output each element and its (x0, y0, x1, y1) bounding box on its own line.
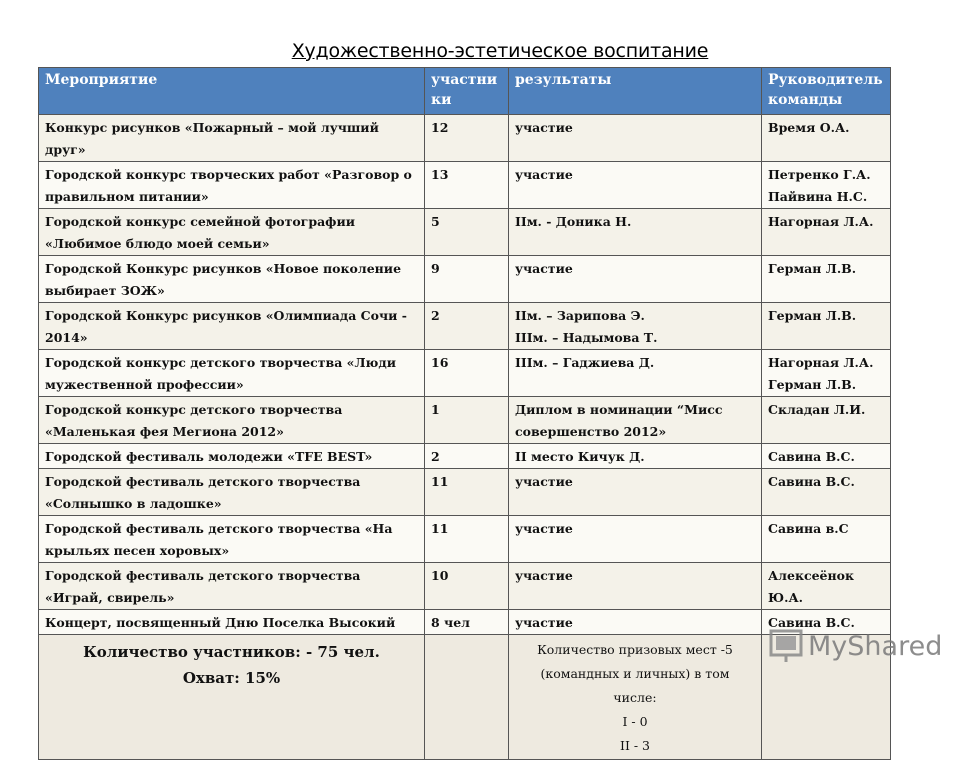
event-cell: Городской фестиваль детского творчества «Солнышко в ладошке» (39, 469, 425, 516)
event-cell: Городской конкурс детского творчества «Люди мужественной профессии» (39, 350, 425, 397)
result-line: II место Кичук Д. (515, 449, 645, 464)
participants-cell: 11 (425, 516, 509, 563)
leader-cell (762, 350, 891, 397)
leader-cell (762, 469, 891, 516)
leader-cell (762, 516, 891, 563)
event-cell: Городской конкурс семейной фотографии «Любимое блюдо моей семьи» (39, 209, 425, 256)
leader-line: Савина В.С. (768, 474, 855, 489)
event-cell: Концерт, посвященный Дню Поселка Высокий (39, 610, 425, 635)
leader-cell (762, 563, 891, 610)
summary-totals-cell (39, 635, 425, 760)
leader-cell (762, 256, 891, 303)
results-cell (509, 563, 762, 610)
summary-participants-total: Количество участников: - 75 чел. (83, 643, 380, 661)
participants-cell: 11 (425, 469, 509, 516)
leader-cell (762, 303, 891, 350)
leader-line: Савина В.С. (768, 615, 855, 630)
table-row (39, 469, 891, 516)
results-cell (509, 610, 762, 635)
event-cell: Городской конкурс детского творчества «Маленькая фея Мегиона 2012» (39, 397, 425, 444)
participants-cell: 1 (425, 397, 509, 444)
prize-line: числе: (613, 690, 657, 705)
leader-line: Савина В.С. (768, 449, 855, 464)
leader-line: Петренко Г.А. (768, 167, 871, 182)
participants-cell: 13 (425, 162, 509, 209)
table-header-row (39, 68, 891, 115)
results-cell (509, 256, 762, 303)
table-row (39, 563, 891, 610)
result-line: IIм. - Доника Н. (515, 214, 632, 229)
result-line: участие (515, 120, 573, 135)
leader-line: Герман Л.В. (768, 308, 857, 323)
table-row (39, 303, 891, 350)
participants-cell: 16 (425, 350, 509, 397)
prize-line: Количество призовых мест -5 (537, 642, 733, 657)
participants-cell: 10 (425, 563, 509, 610)
watermark (768, 628, 942, 664)
table-row (39, 209, 891, 256)
event-cell: Городской фестиваль детского творчества «На крыльях песен хоровых» (39, 516, 425, 563)
table-row (39, 397, 891, 444)
leader-line: Герман Л.В. (768, 377, 857, 392)
result-line: IIм. – Зарипова Э. (515, 308, 645, 323)
leader-line: Нагорная Л.А. (768, 214, 874, 229)
leader-line: Нагорная Л.А. (768, 355, 874, 370)
event-cell: Городской Конкурс рисунков «Новое поколение выбирает ЗОЖ» (39, 256, 425, 303)
leader-line: Герман Л.В. (768, 261, 857, 276)
results-cell (509, 350, 762, 397)
result-line: участие (515, 521, 573, 536)
event-cell: Городской конкурс творческих работ «Разговор о правильном питании» (39, 162, 425, 209)
result-line: участие (515, 568, 573, 583)
event-cell: Городской Конкурс рисунков «Олимпиада Сочи - 2014» (39, 303, 425, 350)
event-cell: Конкурс рисунков «Пожарный – мой лучший друг» (39, 115, 425, 162)
event-cell: Городской фестиваль детского творчества «Играй, свирель» (39, 563, 425, 610)
leader-line: Алексеёнок Ю.А. (768, 568, 855, 605)
presentation-icon (768, 628, 804, 664)
results-cell (509, 397, 762, 444)
leader-cell (762, 115, 891, 162)
prize-line: I - 0 (622, 714, 648, 729)
table-row (39, 610, 891, 635)
prize-line: II - 3 (620, 738, 650, 753)
results-cell (509, 516, 762, 563)
table-row (39, 115, 891, 162)
header-leader: Руководитель команды (762, 68, 891, 115)
result-line: участие (515, 167, 573, 182)
leader-line: Складан Л.И. (768, 402, 866, 417)
table-row (39, 162, 891, 209)
leader-cell (762, 209, 891, 256)
page-title: Художественно-эстетическое воспитание (291, 40, 709, 62)
table-row (39, 516, 891, 563)
header-event: Мероприятие (39, 68, 425, 115)
summary-coverage: Охват: 15% (182, 669, 281, 687)
participants-cell: 9 (425, 256, 509, 303)
results-cell (509, 469, 762, 516)
participants-cell: 5 (425, 209, 509, 256)
results-cell (509, 209, 762, 256)
event-cell: Городской фестиваль молодежи «TFE BEST» (39, 444, 425, 469)
results-cell (509, 303, 762, 350)
header-results: результаты (509, 68, 762, 115)
table-row (39, 350, 891, 397)
summary-empty-cell (425, 635, 509, 760)
results-cell (509, 162, 762, 209)
leader-line: Савина в.С (768, 521, 849, 536)
summary-row (39, 635, 891, 760)
watermark-text: MyShared (808, 630, 943, 662)
result-line: IIIм. – Надымова Т. (515, 330, 658, 345)
leader-line: Время О.А. (768, 120, 850, 135)
participants-cell: 2 (425, 303, 509, 350)
table-row (39, 256, 891, 303)
participants-cell: 12 (425, 115, 509, 162)
summary-prizes-cell (509, 635, 762, 760)
results-cell (509, 115, 762, 162)
result-line: участие (515, 261, 573, 276)
table-body (39, 115, 891, 635)
prize-line: (командных и личных) в том (540, 666, 730, 681)
table-row (39, 444, 891, 469)
leader-line: Пайвина Н.С. (768, 189, 868, 204)
events-table (38, 67, 891, 760)
leader-cell (762, 444, 891, 469)
result-line: Диплом в номинации “Мисс совершенство 2012» (515, 402, 723, 439)
leader-cell (762, 162, 891, 209)
participants-cell: 8 чел (425, 610, 509, 635)
leader-cell (762, 397, 891, 444)
result-line: участие (515, 615, 573, 630)
participants-cell: 2 (425, 444, 509, 469)
result-line: IIIм. – Гаджиева Д. (515, 355, 655, 370)
header-participants: участни ки (425, 68, 509, 115)
result-line: участие (515, 474, 573, 489)
results-cell (509, 444, 762, 469)
